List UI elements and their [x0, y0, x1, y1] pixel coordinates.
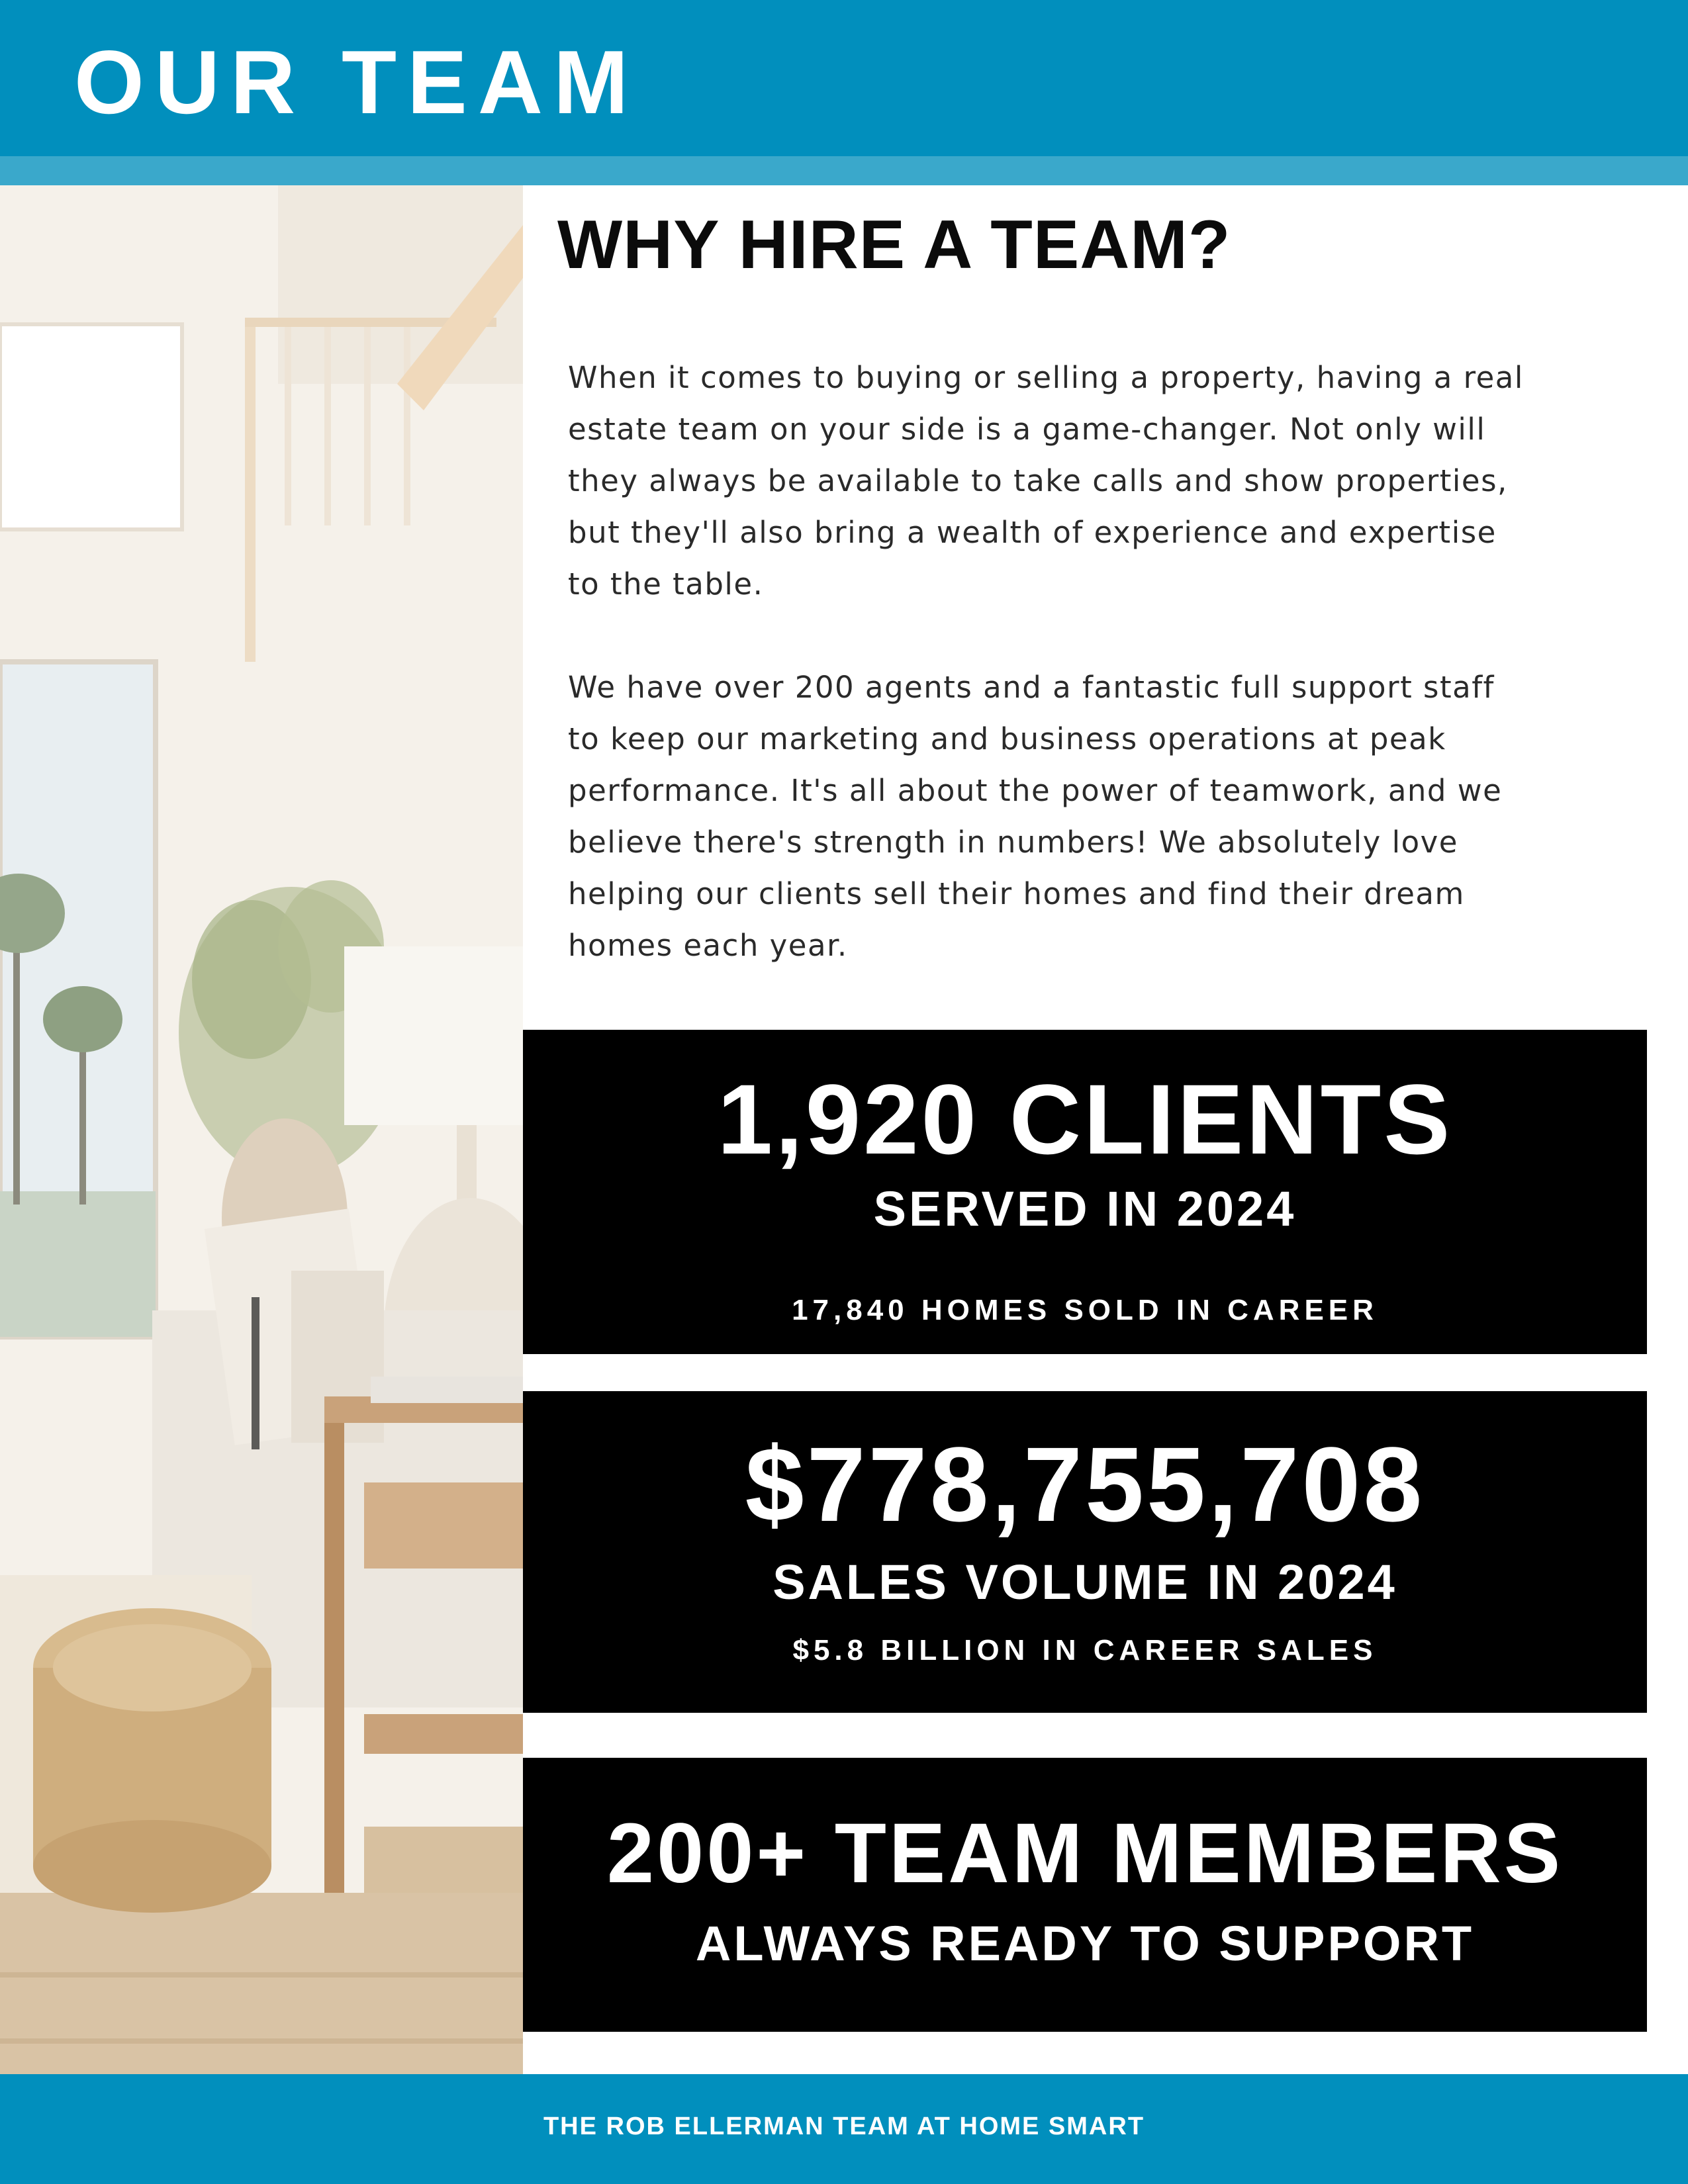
stat-detail: $5.8 BILLION IN CAREER SALES: [792, 1634, 1378, 1666]
interior-photo: [0, 185, 523, 2074]
intro-paragraph: When it comes to buying or selling a property, having a real estate team on your side is a game-changer. Not only will they always be available to take calls and show properties, but they'll also bring a wealth of experience and expertise to the table.: [568, 360, 1524, 602]
page-title: OUR TEAM: [74, 32, 639, 132]
team-paragraph: We have over 200 agents and a fantastic full support staff to keep our marketing and business operations at peak performance. It's all about the power of teamwork, and we believe there's strength in numbers! We absolutely love helping our clients sell their homes and find their dream homes each year.: [568, 670, 1503, 963]
stat-block-sales-volume: [523, 1391, 1647, 1713]
stat-block-team-members: [523, 1758, 1647, 2032]
stat-detail: 17,840 HOMES SOLD IN CAREER: [792, 1294, 1378, 1326]
stat-headline: 200+ TEAM MEMBERS: [606, 1806, 1564, 1901]
header-bar: [0, 0, 1688, 156]
stat-subline: SERVED IN 2024: [873, 1181, 1297, 1236]
footer-text: THE ROB ELLERMAN TEAM AT HOME SMART: [543, 2113, 1145, 2140]
stat-block-clients: [523, 1030, 1647, 1354]
stat-headline: 1,920 CLIENTS: [717, 1064, 1453, 1175]
section-heading: WHY HIRE A TEAM?: [557, 206, 1231, 283]
stat-subline: SALES VOLUME IN 2024: [773, 1555, 1397, 1610]
stat-subline: ALWAYS READY TO SUPPORT: [695, 1916, 1475, 1971]
stat-headline: $778,755,708: [745, 1425, 1425, 1543]
header-accent-stripe: [0, 156, 1688, 185]
footer-bar: [0, 2074, 1688, 2184]
